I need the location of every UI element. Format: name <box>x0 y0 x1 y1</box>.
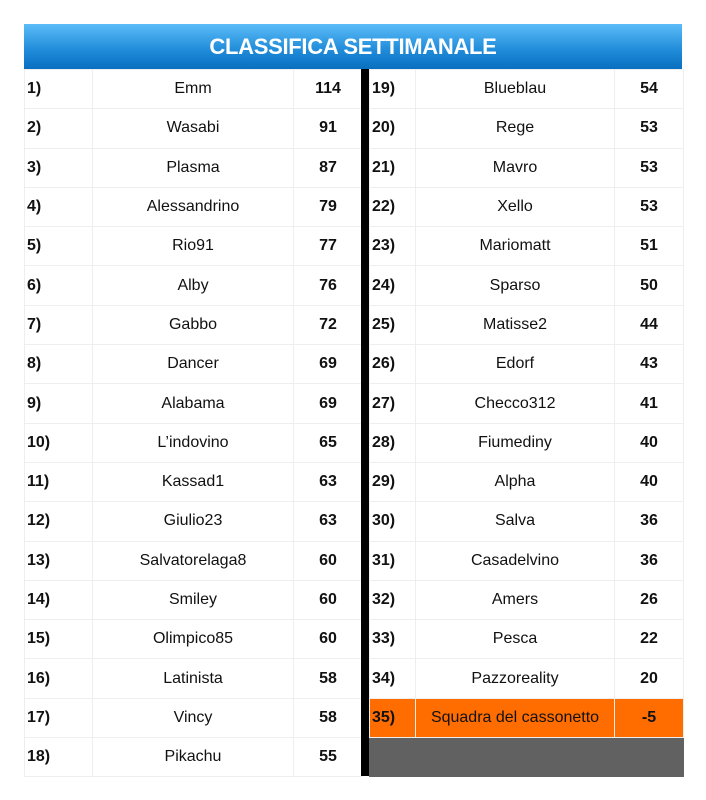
player-name-cell: Salva <box>416 502 615 541</box>
column-divider <box>361 69 369 776</box>
rank-cell: 8) <box>25 345 93 384</box>
rank-cell: 26) <box>370 345 416 384</box>
player-name-cell: Casadelvino <box>416 541 615 580</box>
points-cell: 51 <box>615 227 684 266</box>
standing-row <box>25 659 363 698</box>
rank-cell: 25) <box>370 305 416 344</box>
points-cell: 41 <box>615 384 684 423</box>
points-cell: 53 <box>615 187 684 226</box>
rank-cell: 20) <box>370 109 416 148</box>
rank-cell: 11) <box>25 462 93 501</box>
player-name-cell: Latinista <box>93 659 294 698</box>
standing-row <box>370 620 684 659</box>
standings-table-left <box>24 69 363 777</box>
standing-row <box>25 423 363 462</box>
player-name-cell: Emm <box>93 70 294 109</box>
points-cell: 77 <box>294 227 363 266</box>
rank-cell: 1) <box>25 70 93 109</box>
rank-cell: 17) <box>25 698 93 737</box>
points-cell: 58 <box>294 659 363 698</box>
rank-cell: 13) <box>25 541 93 580</box>
standing-row <box>25 305 363 344</box>
rank-cell: 35) <box>370 698 416 737</box>
standing-row <box>25 70 363 109</box>
points-cell: 76 <box>294 266 363 305</box>
player-name-cell: Rio91 <box>93 227 294 266</box>
points-cell: 26 <box>615 580 684 619</box>
rank-cell: 16) <box>25 659 93 698</box>
points-cell: 22 <box>615 620 684 659</box>
rank-cell: 4) <box>25 187 93 226</box>
player-name-cell: Pikachu <box>93 738 294 777</box>
rank-cell: 14) <box>25 580 93 619</box>
points-cell: 79 <box>294 187 363 226</box>
rank-cell: 5) <box>25 227 93 266</box>
player-name-cell: Alabama <box>93 384 294 423</box>
rank-cell: 7) <box>25 305 93 344</box>
standing-row <box>370 502 684 541</box>
standing-row <box>370 345 684 384</box>
rank-cell: 3) <box>25 148 93 187</box>
standing-row <box>25 620 363 659</box>
standing-row <box>25 462 363 501</box>
player-name-cell: Squadra del cassonetto <box>416 698 615 737</box>
rank-cell: 33) <box>370 620 416 659</box>
player-name-cell: Checco312 <box>416 384 615 423</box>
rank-cell: 32) <box>370 580 416 619</box>
standing-row <box>370 580 684 619</box>
points-cell: 58 <box>294 698 363 737</box>
leaderboard-title: CLASSIFICA SETTIMANALE <box>24 24 682 69</box>
rank-cell: 19) <box>370 70 416 109</box>
player-name-cell: Xello <box>416 187 615 226</box>
standing-row <box>370 70 684 109</box>
points-cell: 20 <box>615 659 684 698</box>
points-cell: 44 <box>615 305 684 344</box>
standing-row <box>25 148 363 187</box>
points-cell: 55 <box>294 738 363 777</box>
points-cell: 36 <box>615 541 684 580</box>
rank-cell: 29) <box>370 462 416 501</box>
player-name-cell: Alpha <box>416 462 615 501</box>
player-name-cell: Fiumediny <box>416 423 615 462</box>
points-cell: 60 <box>294 580 363 619</box>
player-name-cell: Kassad1 <box>93 462 294 501</box>
points-cell: 63 <box>294 462 363 501</box>
rank-cell: 22) <box>370 187 416 226</box>
points-cell: 53 <box>615 148 684 187</box>
rank-cell: 30) <box>370 502 416 541</box>
player-name-cell: Blueblau <box>416 70 615 109</box>
standing-row <box>25 345 363 384</box>
points-cell: 53 <box>615 109 684 148</box>
standing-row <box>370 187 684 226</box>
player-name-cell: Mariomatt <box>416 227 615 266</box>
player-name-cell: Smiley <box>93 580 294 619</box>
rank-cell: 24) <box>370 266 416 305</box>
rank-cell: 31) <box>370 541 416 580</box>
points-cell: 43 <box>615 345 684 384</box>
player-name-cell: L’indovino <box>93 423 294 462</box>
player-name-cell: Plasma <box>93 148 294 187</box>
player-name-cell: Giulio23 <box>93 502 294 541</box>
standing-row <box>370 227 684 266</box>
player-name-cell: Alessandrino <box>93 187 294 226</box>
player-name-cell: Olimpico85 <box>93 620 294 659</box>
standing-row <box>25 541 363 580</box>
player-name-cell: Dancer <box>93 345 294 384</box>
rank-cell: 15) <box>25 620 93 659</box>
standing-row <box>25 580 363 619</box>
points-cell: -5 <box>615 698 684 737</box>
standing-row <box>370 698 684 737</box>
player-name-cell: Rege <box>416 109 615 148</box>
points-cell: 69 <box>294 345 363 384</box>
rank-cell: 34) <box>370 659 416 698</box>
points-cell: 72 <box>294 305 363 344</box>
player-name-cell: Sparso <box>416 266 615 305</box>
points-cell: 69 <box>294 384 363 423</box>
player-name-cell: Mavro <box>416 148 615 187</box>
points-cell: 60 <box>294 541 363 580</box>
player-name-cell: Alby <box>93 266 294 305</box>
points-cell: 40 <box>615 462 684 501</box>
standing-row <box>370 541 684 580</box>
standing-row <box>25 109 363 148</box>
standing-row <box>370 423 684 462</box>
points-cell: 40 <box>615 423 684 462</box>
rank-cell: 23) <box>370 227 416 266</box>
player-name-cell: Pesca <box>416 620 615 659</box>
standing-row <box>25 698 363 737</box>
points-cell: 50 <box>615 266 684 305</box>
points-cell: 87 <box>294 148 363 187</box>
points-cell: 36 <box>615 502 684 541</box>
points-cell: 114 <box>294 70 363 109</box>
player-name-cell: Pazzoreality <box>416 659 615 698</box>
standing-row <box>370 266 684 305</box>
standing-row <box>370 384 684 423</box>
standing-row <box>25 227 363 266</box>
rank-cell: 28) <box>370 423 416 462</box>
player-name-cell: Vincy <box>93 698 294 737</box>
standing-row <box>25 738 363 777</box>
rank-cell: 10) <box>25 423 93 462</box>
points-cell: 65 <box>294 423 363 462</box>
rank-cell: 9) <box>25 384 93 423</box>
rank-cell: 12) <box>25 502 93 541</box>
player-name-cell: Amers <box>416 580 615 619</box>
rank-cell: 21) <box>370 148 416 187</box>
standing-row <box>370 305 684 344</box>
standings-table-right <box>369 69 684 777</box>
points-cell: 63 <box>294 502 363 541</box>
empty-row <box>370 738 684 777</box>
player-name-cell: Wasabi <box>93 109 294 148</box>
rank-cell: 27) <box>370 384 416 423</box>
standing-row <box>25 502 363 541</box>
standing-row <box>370 109 684 148</box>
points-cell: 91 <box>294 109 363 148</box>
rank-cell: 18) <box>25 738 93 777</box>
standing-row <box>370 148 684 187</box>
points-cell: 54 <box>615 70 684 109</box>
player-name-cell: Salvatorelaga8 <box>93 541 294 580</box>
rank-cell: 6) <box>25 266 93 305</box>
standing-row <box>25 384 363 423</box>
standing-row <box>25 266 363 305</box>
player-name-cell: Matisse2 <box>416 305 615 344</box>
points-cell: 60 <box>294 620 363 659</box>
standing-row <box>370 659 684 698</box>
rank-cell: 2) <box>25 109 93 148</box>
player-name-cell: Edorf <box>416 345 615 384</box>
standing-row <box>370 462 684 501</box>
standing-row <box>25 187 363 226</box>
player-name-cell: Gabbo <box>93 305 294 344</box>
